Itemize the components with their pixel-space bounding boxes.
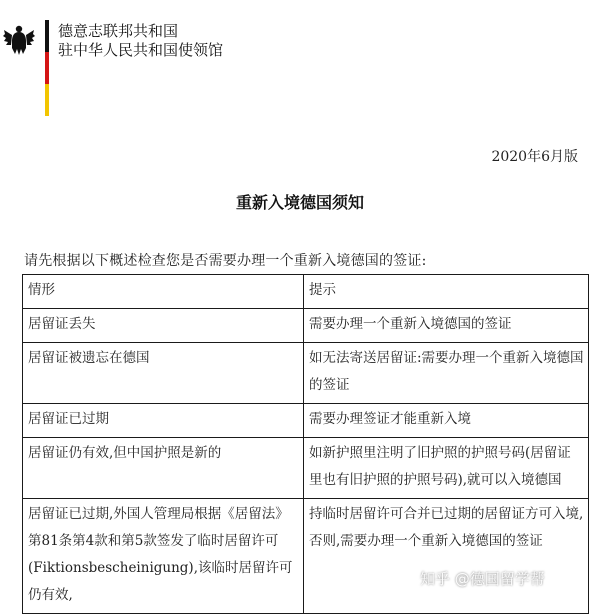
hint-cell: 如无法寄送居留证:需要办理一个重新入境德国的签证 <box>304 343 589 404</box>
table-row <box>23 438 589 499</box>
situation-cell: 居留证已过期 <box>23 404 304 438</box>
hint-cell: 如新护照里注明了旧护照的护照号码(居留证里也有旧护照的护照号码),就可以入境德国 <box>304 438 589 499</box>
edition-date: 2020年6月版 <box>491 149 578 165</box>
zhihu-watermark: 知乎 @德国留学帮 <box>420 570 545 588</box>
situation-cell: 居留证已过期,外国人管理局根据《居留法》第81条第4款和第5款签发了临时居留许可(Fiktionsbescheinigung),该临时居留许可仍有效, <box>23 499 304 614</box>
hint-cell: 需要办理一个重新入境德国的签证 <box>304 309 589 343</box>
header-hint: 提示 <box>304 275 589 309</box>
situation-cell: 居留证被遗忘在德国 <box>23 343 304 404</box>
flag-red-band <box>45 52 49 84</box>
table-row <box>23 404 589 438</box>
document-title: 重新入境德国须知 <box>235 193 364 212</box>
table-row <box>23 309 589 343</box>
table-row <box>23 343 589 404</box>
embassy-name <box>58 22 223 60</box>
hint-cell: 需要办理签证才能重新入境 <box>304 404 589 438</box>
situation-cell: 居留证仍有效,但中国护照是新的 <box>23 438 304 499</box>
flag-black-band <box>45 20 49 52</box>
org-line-2: 驻中华人民共和国使领馆 <box>58 41 224 59</box>
german-flag-stripe <box>45 20 49 116</box>
org-line-1: 德意志联邦共和国 <box>58 22 179 40</box>
situation-cell: 居留证丢失 <box>23 309 304 343</box>
flag-gold-band <box>45 84 49 116</box>
reentry-table <box>22 274 589 614</box>
intro-text: 请先根据以下概述检查您是否需要办理一个重新入境德国的签证: <box>24 253 427 269</box>
federal-eagle-icon <box>3 24 35 58</box>
table-header-row <box>23 275 589 309</box>
hint-cell: 持临时居留许可合并已过期的居留证方可入境,否则,需要办理一个重新入境德国的签证 <box>304 499 589 614</box>
header-situation: 情形 <box>23 275 304 309</box>
table-row <box>23 499 589 614</box>
